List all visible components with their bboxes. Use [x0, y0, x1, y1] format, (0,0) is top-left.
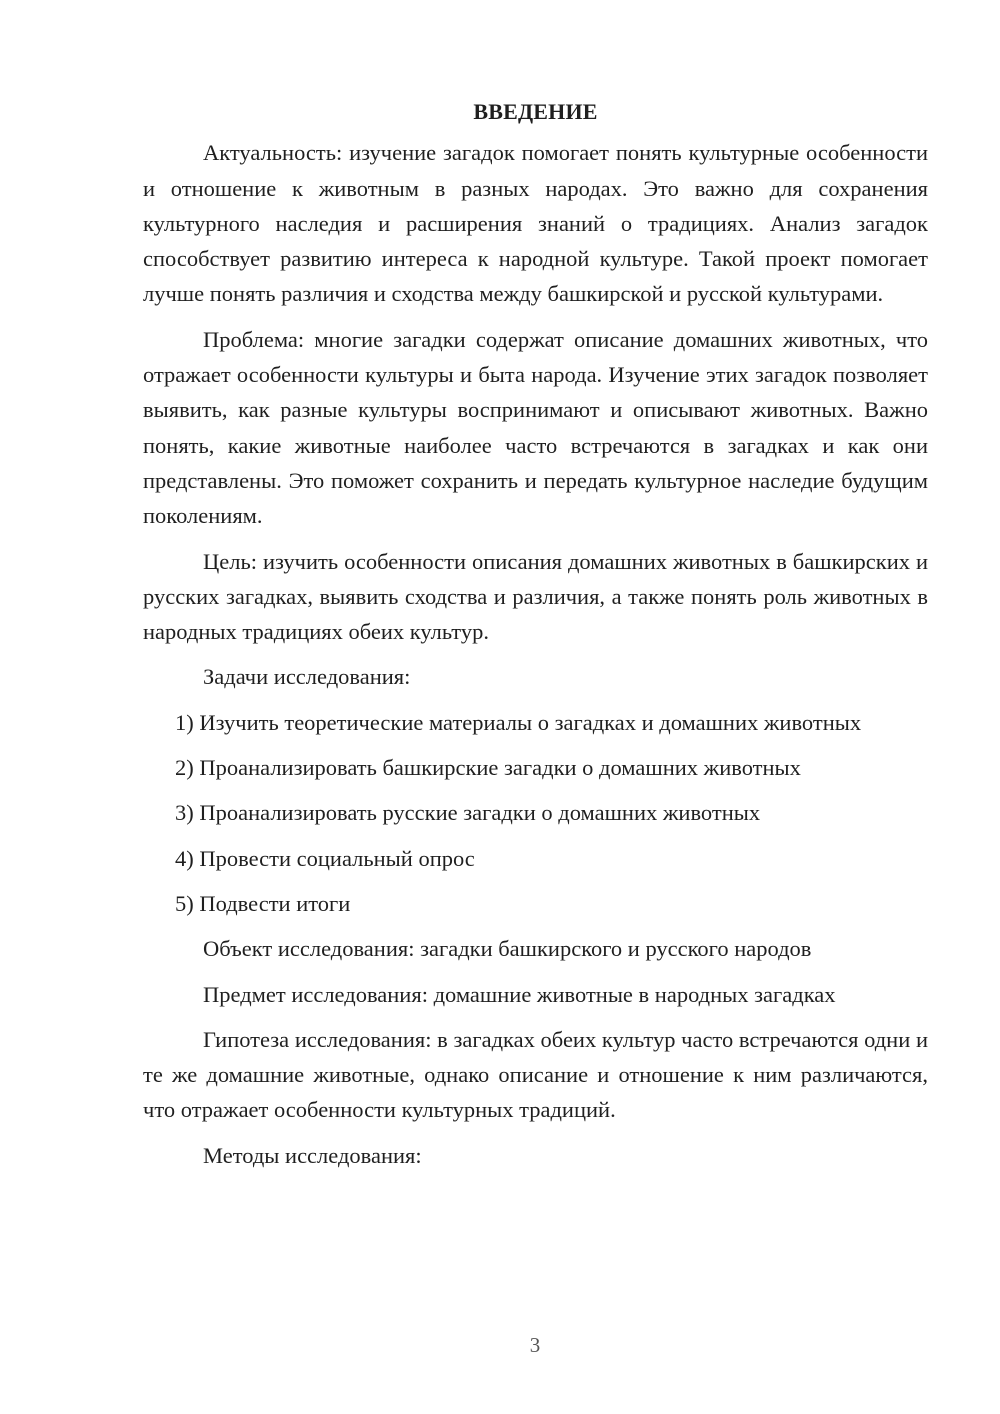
paragraph-actuality: Актуальность: изучение загадок помогает понять культурные особенности и отношение к животным в разных народах. Это важно для сохранения культурного наследия и расширения знаний о традициях. Анализ загадок способствует развитию интереса к народной культуре. Такой проект помогает лучше понять различия и сходства между башкирской и русской культурами. — [143, 140, 928, 307]
methods-heading: Методы исследования: — [203, 1142, 422, 1168]
task-item: 4) Провести социальный опрос — [175, 845, 475, 871]
research-subject: Предмет исследования: домашние животные в народных загадках — [203, 981, 836, 1007]
task-item: 1) Изучить теоретические материалы о загадках и домашних животных — [175, 709, 862, 735]
paragraph-problem: Проблема: многие загадки содержат описание домашних животных, что отражает особенности культуры и быта народа. Изучение этих загадок позволяет выявить, как разные культуры воспринимают и описывают животных. Важно понять, какие животные наиболее часто встречаются в загадках и как они представлены. Это поможет сохранить и передать культурное наследие будущим поколениям. — [143, 326, 928, 529]
page-number: 3 — [529, 1333, 541, 1357]
document-page — [143, 94, 928, 1173]
task-item: 5) Подвести итоги — [175, 890, 351, 916]
tasks-heading: Задачи исследования: — [203, 664, 411, 690]
research-object: Объект исследования: загадки башкирского и русского народов — [203, 936, 812, 962]
task-item: 2) Проанализировать башкирские загадки о домашних животных — [175, 755, 801, 781]
paragraph-hypothesis: Гипотеза исследования: в загадках обеих культур часто встречаются одни и те же домашние животные, однако описание и отношение к ним различаются, что отражает особенности культурных традиций. — [143, 1026, 928, 1123]
document-title: ВВЕДЕНИЕ — [473, 99, 598, 124]
paragraph-goal: Цель: изучить особенности описания домашних животных в башкирских и русских загадках, выявить сходства и различия, а также понять роль животных в народных традициях обеих культур. — [143, 548, 928, 645]
task-item: 3) Проанализировать русские загадки о домашних животных — [175, 800, 761, 826]
